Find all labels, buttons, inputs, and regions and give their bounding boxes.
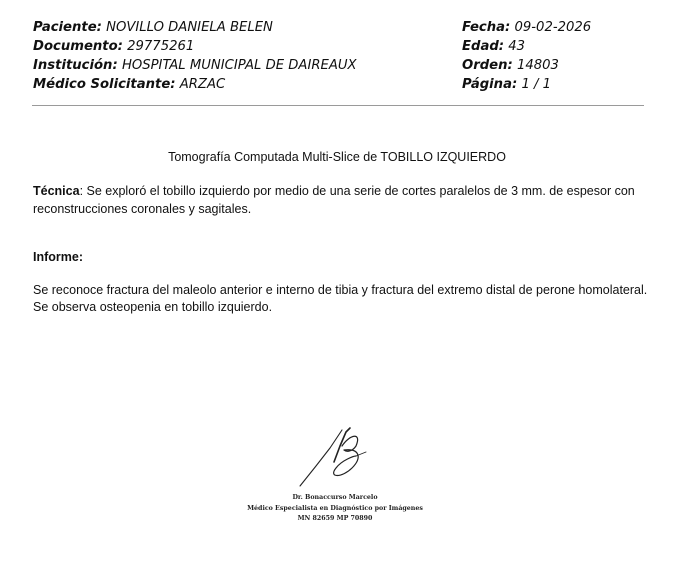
- requesting-doctor-label: Médico Solicitante:: [33, 77, 176, 92]
- institution-name: HOSPITAL MUNICIPAL DE DAIREAUX: [121, 58, 357, 73]
- doctor-title: Médico Especialista en Diagnóstico por Imágenes: [247, 504, 423, 512]
- patient-name: NOVILLO DANIELA BELEN: [106, 20, 273, 35]
- date-value: 09-02-2026: [514, 20, 592, 35]
- requesting-doctor-row: [33, 75, 357, 94]
- order-label: Orden:: [462, 58, 513, 73]
- age-value: 43: [508, 39, 526, 54]
- document-row: [33, 37, 357, 56]
- technique-text: : Se exploró el tobillo izquierdo por medio de una serie de cortes paralelos de 3 mm. de espesor con reconstrucciones coronales y sagitales.: [33, 184, 635, 216]
- doctor-name: Dr. Bonaccurso Marcelo: [292, 494, 378, 501]
- patient-name-row: [33, 18, 357, 37]
- age-row: [462, 37, 591, 56]
- signature-block: [200, 493, 470, 525]
- doctor-license: MN 82659 MP 70890: [297, 515, 373, 522]
- technique-label: Técnica: [33, 184, 80, 198]
- report-heading: Informe:: [33, 250, 83, 264]
- technique-paragraph: [33, 182, 653, 218]
- header-divider: [32, 105, 644, 106]
- report-body: [33, 282, 653, 316]
- date-label: Fecha:: [462, 20, 511, 35]
- order-row: [462, 56, 591, 75]
- study-title: Tomografía Computada Multi-Slice de TOBILLO IZQUIERDO: [168, 150, 506, 164]
- report-finding-1: Se reconoce fractura del maleolo anterior e interno de tibia y fractura del extremo distal de perone homolateral.: [33, 283, 648, 297]
- patient-info: [33, 18, 357, 94]
- report-finding-2: Se observa osteopenia en tobillo izquierdo.: [33, 300, 273, 314]
- order-info: [462, 18, 591, 94]
- requesting-doctor-name: ARZAC: [179, 77, 226, 92]
- document-number: 29775261: [127, 39, 195, 54]
- age-label: Edad:: [462, 39, 505, 54]
- order-value: 14803: [516, 58, 559, 73]
- page-label: Página:: [462, 77, 518, 92]
- page-row: [462, 75, 591, 94]
- patient-label: Paciente:: [33, 20, 102, 35]
- date-row: [462, 18, 591, 37]
- signature-icon: [290, 422, 390, 492]
- institution-label: Institución:: [33, 58, 118, 73]
- institution-row: [33, 56, 357, 75]
- page-value: 1 / 1: [521, 77, 552, 92]
- document-label: Documento:: [33, 39, 123, 54]
